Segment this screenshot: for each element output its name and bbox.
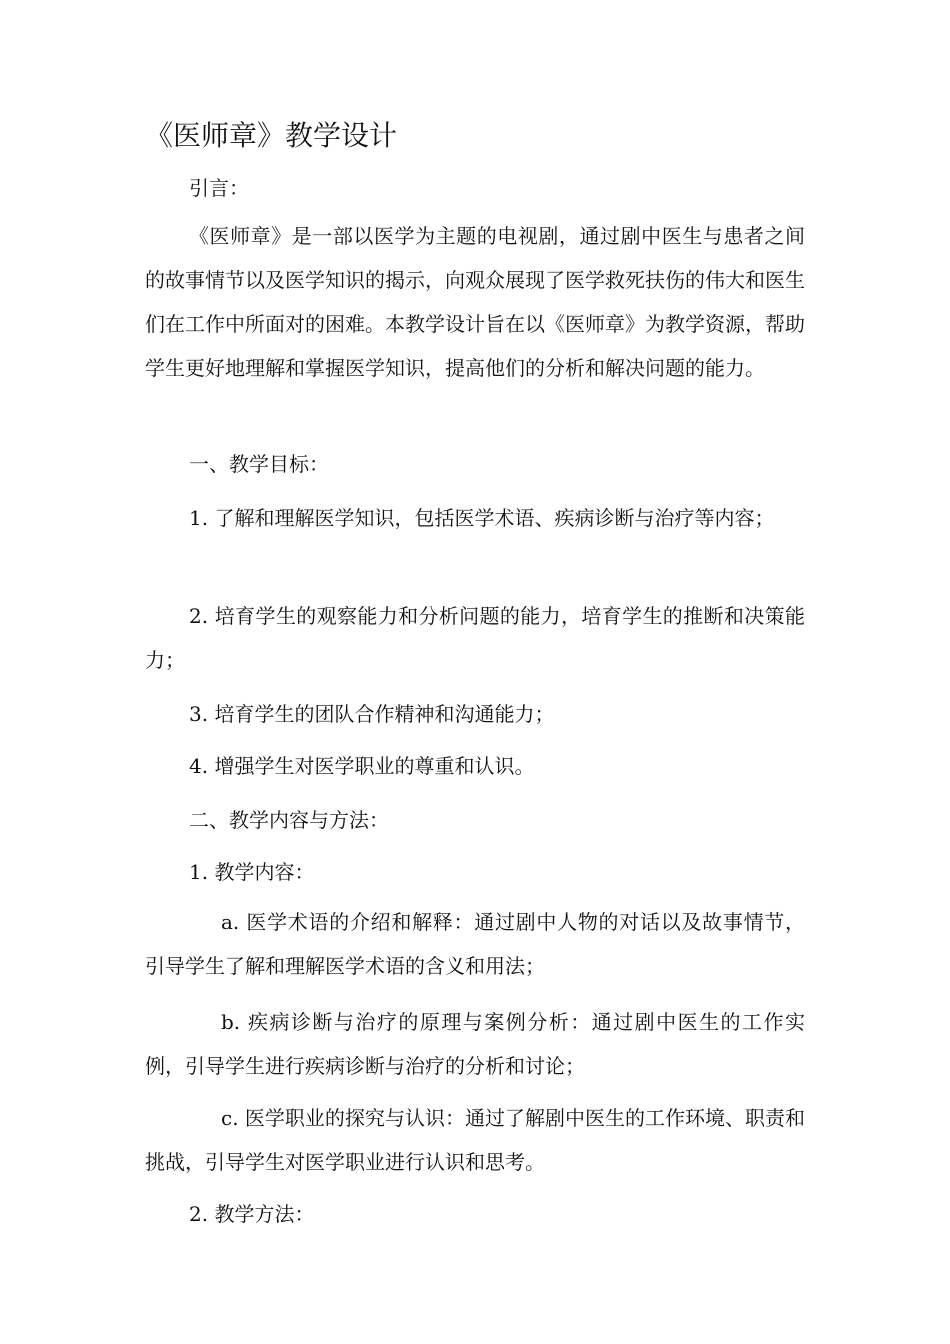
- subheading-methods: 2. 教学方法：: [189, 1202, 315, 1226]
- goal-item-1: 1. 了解和理解医学知识，包括医学术语、疾病诊断与治疗等内容；: [189, 506, 775, 530]
- document-title: 《医师章》教学设计: [145, 119, 398, 152]
- goal-item-3: 3. 培育学生的团队合作精神和沟通能力；: [189, 702, 555, 726]
- goal-item-4: 4. 增强学生对医学职业的尊重和认识。: [189, 754, 535, 778]
- goal-item-2: 2. 培育学生的观察能力和分析问题的能力，培育学生的推断和决策能力；: [145, 604, 805, 672]
- intro-paragraph: 《医师章》是一部以医学为主题的电视剧，通过剧中医生与患者之间的故事情节以及医学知识的揭示，向观众展现了医学救死扶伤的伟大和医生们在工作中所面对的困难。本教学设计旨在以《医师章》为教学资源，帮助学生更好地理解和掌握医学知识，提高他们的分析和解决问题的能力。: [145, 224, 805, 380]
- subheading-content: 1. 教学内容：: [189, 860, 315, 884]
- section-heading-content-methods: 二、教学内容与方法：: [189, 808, 389, 832]
- section-heading-goals: 一、教学目标：: [189, 452, 329, 476]
- content-item-a: a. 医学术语的介绍和解释：通过剧中人物的对话以及故事情节，引导学生了解和理解医学术语的含义和用法；: [145, 910, 805, 978]
- content-item-b: b. 疾病诊断与治疗的原理与案例分析：通过剧中医生的工作实例，引导学生进行疾病诊断与治疗的分析和讨论；: [145, 1010, 805, 1078]
- content-item-c: c. 医学职业的探究与认识：通过了解剧中医生的工作环境、职责和挑战，引导学生对医学职业进行认识和思考。: [145, 1106, 805, 1174]
- intro-label: 引言：: [189, 176, 249, 200]
